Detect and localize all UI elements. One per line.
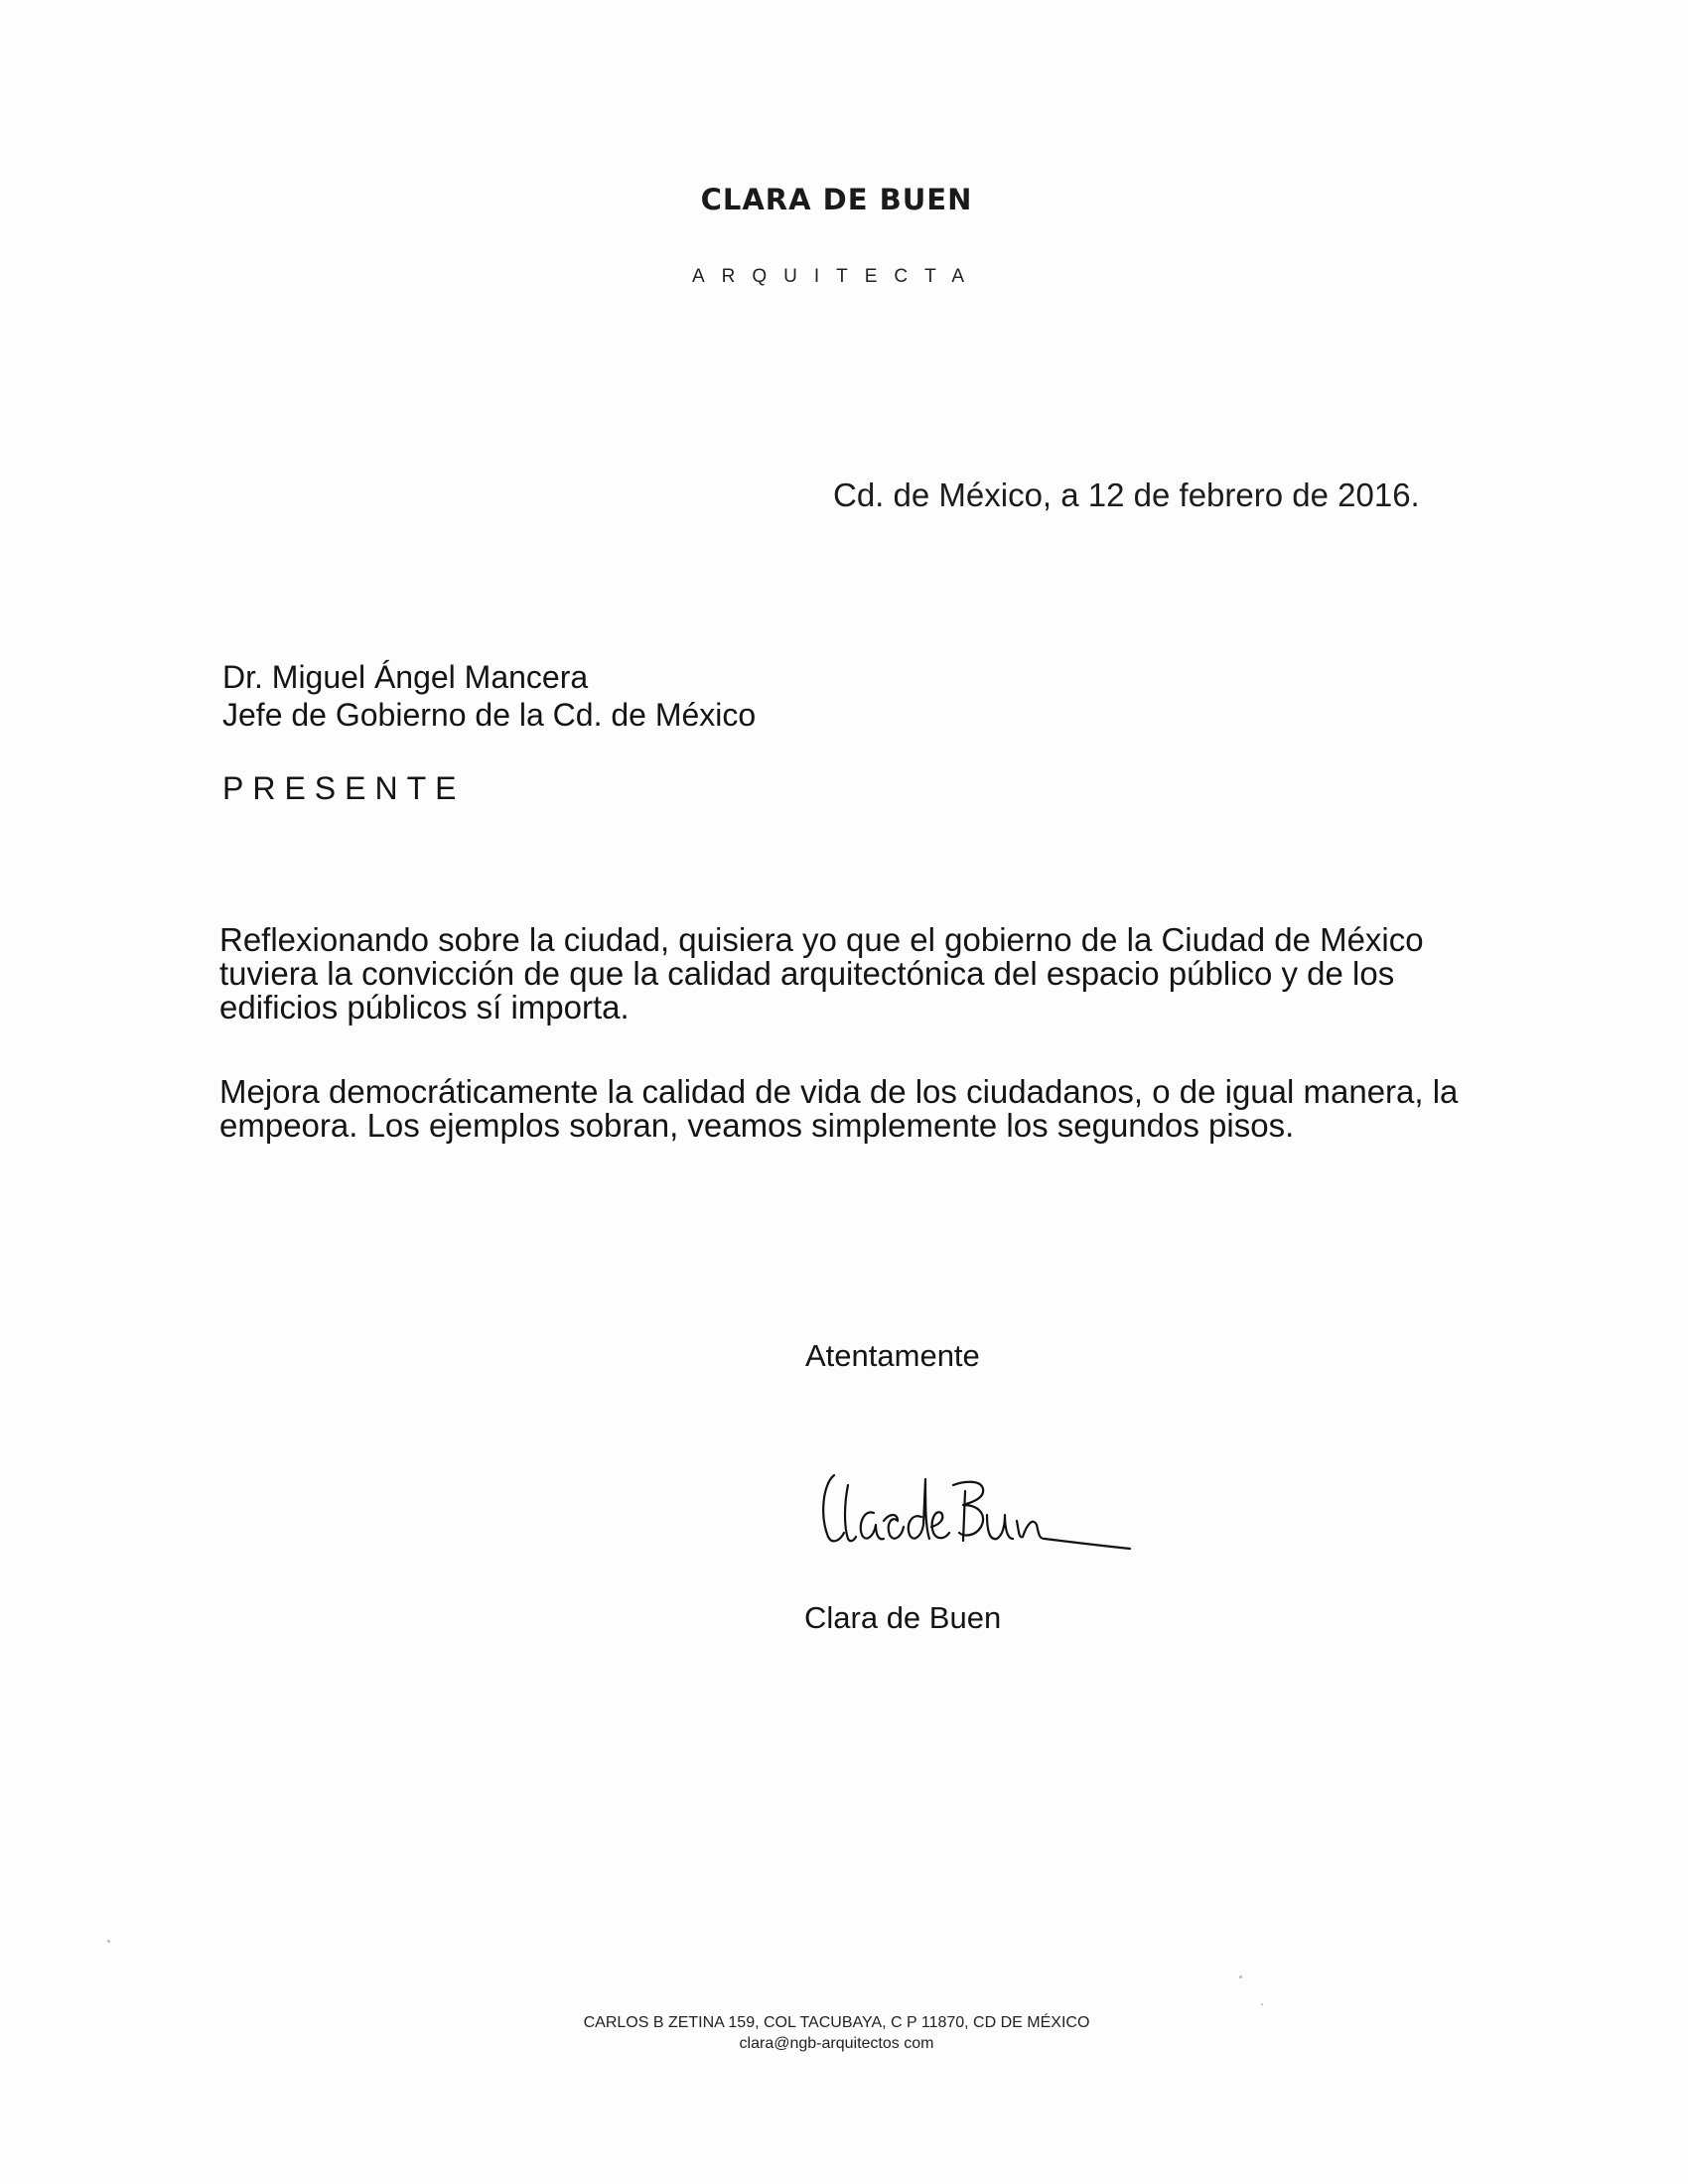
footer-email: clara@ngb-arquitectos com: [739, 2035, 934, 2052]
recipient-title: Jefe de Gobierno de la Cd. de México: [222, 697, 757, 733]
date-line: Cd. de México, a 12 de febrero de 2016.: [833, 477, 1420, 513]
letterhead-profession: ARQUITECTA: [691, 266, 982, 287]
handwritten-signature: [814, 1455, 1142, 1565]
scan-speck: [1239, 1976, 1242, 1979]
salutation: PRESENTE: [222, 770, 466, 806]
scan-speck: [1261, 2003, 1263, 2005]
letterhead-name: CLARA DE BUEN: [700, 183, 973, 216]
scan-speck: [107, 1940, 110, 1943]
body-paragraph-1: Reflexionando sobre la ciudad, quisiera yo que el gobierno de la Ciudad de México tuviera la convicción de que la calidad arquitectónica del espacio público y de los edificios públicos sí importa.: [219, 921, 1424, 1025]
closing-valediction: Atentamente: [805, 1338, 980, 1373]
recipient-name: Dr. Miguel Ángel Mancera: [222, 659, 589, 695]
body-paragraph-2: Mejora democráticamente la calidad de vida de los ciudadanos, o de igual manera, la empeora. Los ejemplos sobran, veamos simplemente los segundos pisos.: [219, 1073, 1459, 1144]
signer-name: Clara de Buen: [804, 1600, 1002, 1635]
footer-address: CARLOS B ZETINA 159, COL TACUBAYA, C P 11870, CD DE MÉXICO: [583, 2014, 1090, 2031]
